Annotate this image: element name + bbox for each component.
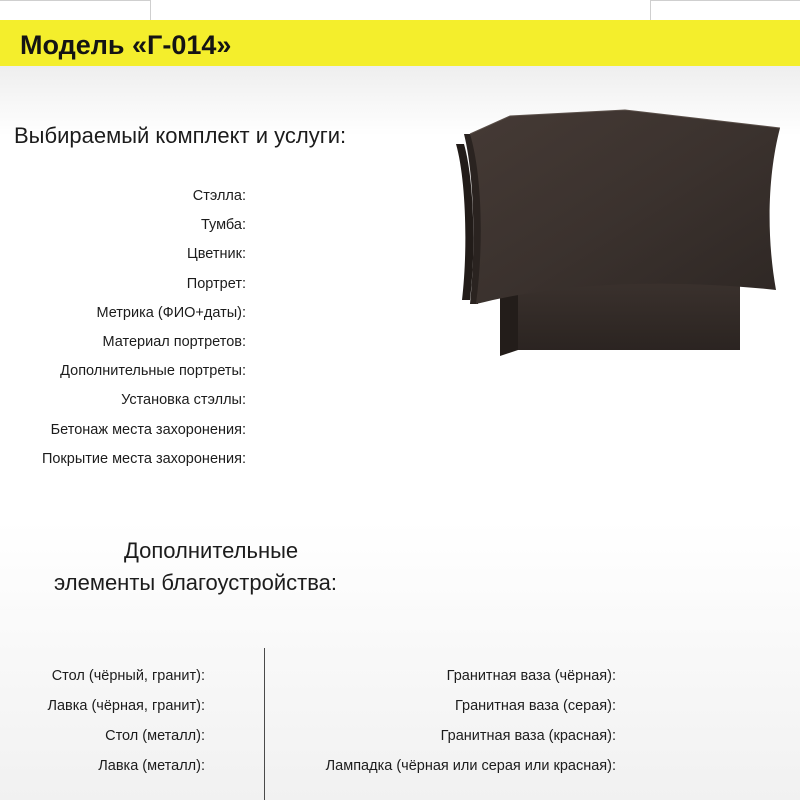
package-item: Установка стэллы: (121, 392, 246, 409)
extras-column-divider (264, 648, 265, 800)
extras-item: Стол (чёрный, гранит): (51, 668, 205, 684)
extras-section-title-line1: Дополнительные (124, 538, 299, 563)
frame-line-right-vertical (650, 0, 651, 20)
package-item: Материал портретов: (102, 333, 246, 350)
frame-line-top-right (650, 0, 800, 1)
package-item: Бетонаж места захоронения: (50, 421, 246, 438)
extras-right-list (326, 661, 616, 781)
package-item: Метрика (ФИО+даты): (96, 304, 246, 321)
package-section-title: Выбираемый комплект и услуги: (14, 123, 347, 148)
package-item: Дополнительные портреты: (60, 363, 246, 380)
package-item: Цветник: (187, 246, 246, 263)
frame-line-left-vertical (150, 0, 151, 20)
extras-section-title-line2: элементы благоустройства: (54, 570, 337, 595)
extras-item: Гранитная ваза (серая): (454, 698, 616, 714)
extras-item: Лавка (металл): (98, 758, 205, 774)
extras-item: Лавка (чёрная, гранит): (47, 698, 205, 714)
package-items-list (42, 182, 246, 474)
extras-item: Гранитная ваза (чёрная): (446, 668, 616, 684)
package-item: Покрытие места захоронения: (41, 450, 246, 467)
extras-left-list (47, 661, 205, 781)
package-item: Тумба: (200, 217, 246, 234)
extras-item: Стол (металл): (105, 728, 205, 744)
package-item: Стэлла: (192, 188, 246, 204)
page-title: Модель «Г-014» (20, 30, 232, 60)
package-item: Портрет: (186, 275, 246, 292)
granite-monument-icon (440, 104, 790, 374)
extras-item: Гранитная ваза (красная): (440, 728, 616, 744)
frame-line-top-left (0, 0, 150, 1)
extras-item: Лампадка (чёрная или серая или красная): (325, 758, 616, 774)
